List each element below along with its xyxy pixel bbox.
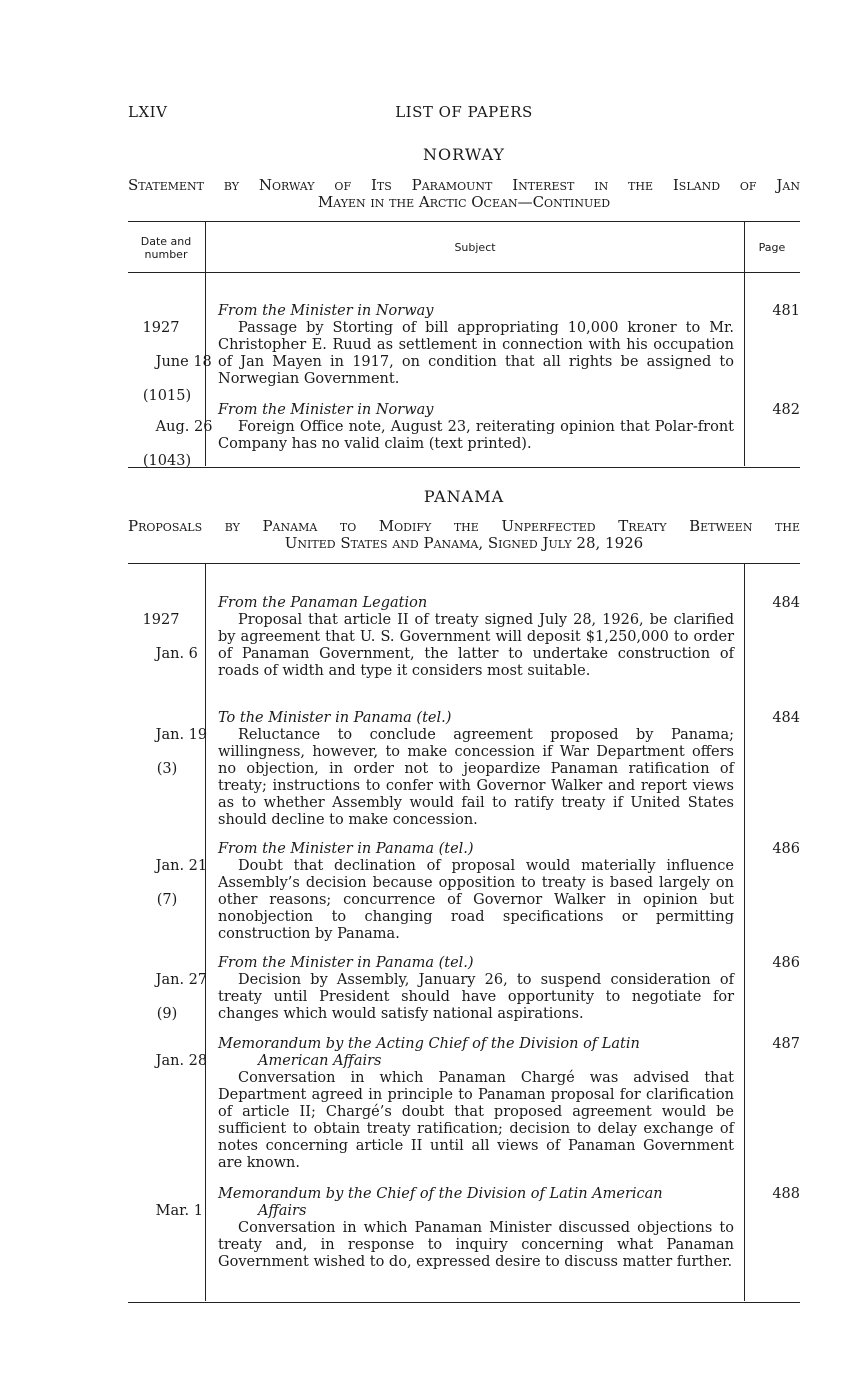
column-header-date: Date and number bbox=[140, 235, 192, 261]
entry-date bbox=[128, 578, 198, 680]
running-head bbox=[128, 103, 800, 123]
entry-from bbox=[218, 1186, 734, 1220]
column-divider bbox=[744, 222, 745, 466]
section-title-line: United States and Panama, Signed July 28, 1926 bbox=[284, 534, 644, 552]
entry-year: 1927 bbox=[142, 320, 180, 336]
entry-subject bbox=[218, 1036, 734, 1172]
entry-body: Decision by Assembly, January 26, to suspend consideration of treaty until President should have opportunity to negotiate for changes which would satisfy national aspirations. bbox=[218, 972, 734, 1022]
entry-subject bbox=[218, 841, 734, 943]
entry-page: 486 bbox=[772, 955, 800, 971]
entry-page: 484 bbox=[772, 595, 800, 611]
entry-date-text: Mar. 1 bbox=[155, 1203, 203, 1219]
entry-page: 482 bbox=[772, 402, 800, 418]
entry-body: Passage by Storting of bill appropriating 10,000 kroner to Mr. Christopher E. Ruud as settlement in connection with his occupation of Jan Mayen in 1917, on condition that all rights be assigned to Norwegian Government. bbox=[218, 320, 734, 387]
section-title-panama bbox=[128, 518, 800, 552]
entry-from: From the Minister in Norway bbox=[218, 402, 434, 418]
entry-from: From the Minister in Panama (tel.) bbox=[218, 955, 474, 971]
table-bottom-rule bbox=[128, 467, 800, 468]
entry-body: Conversation in which Panaman Chargé was advised that Department agreed in principle to Panaman proposal for clarification of article II; Chargé’s doubt that proposed agreement would be sufficient to obtain treaty ratification; decision to delay exchange of notes concerning article II until all views of Panaman Government are known. bbox=[218, 1070, 734, 1171]
section-title-line: Statement by Norway of Its Paramount Interest in the Island of Jan bbox=[128, 176, 800, 194]
entry-body: Conversation in which Panaman Minister discussed objections to treaty and, in response to inquiry concerning what Panaman Government wished to do, expressed desire to discuss matter further. bbox=[218, 1220, 734, 1270]
entry-date-text: Jan. 27 bbox=[155, 972, 208, 988]
entry-page: 488 bbox=[772, 1186, 800, 1202]
entry-date bbox=[128, 1036, 208, 1087]
entry-body: Reluctance to conclude agreement proposed by Panama; willingness, however, to make concession if War Department offers no objection, in order not to jeopardize Panaman ratification of treaty; instructions to confer with Governor Walker and report views as to whether Assembly would fail to ratify treaty if United States should decline to make concession. bbox=[218, 727, 734, 828]
entry-date-text: Jan. 21 bbox=[155, 858, 208, 874]
entry-date-text: Jan. 28 bbox=[155, 1053, 208, 1069]
entry-date-text: Jan. 19 bbox=[155, 727, 208, 743]
entry-date bbox=[128, 1186, 203, 1237]
entry-from: From the Minister in Panama (tel.) bbox=[218, 841, 474, 857]
entry-date bbox=[128, 710, 208, 812]
entry-number: (3) bbox=[156, 761, 178, 777]
running-title: LIST OF PAPERS bbox=[395, 103, 533, 121]
entry-from: From the Panaman Legation bbox=[218, 595, 428, 611]
entry-body: Foreign Office note, August 23, reiterating opinion that Polar-front Company has no valid claim (text printed). bbox=[218, 419, 734, 452]
entry-number: (9) bbox=[156, 1006, 178, 1022]
entry-from-continuation: American Affairs bbox=[258, 1053, 382, 1069]
entry-from bbox=[218, 1036, 734, 1070]
table-top-rule bbox=[128, 563, 800, 564]
entry-page: 481 bbox=[772, 303, 800, 319]
entry-subject bbox=[218, 955, 734, 1023]
header-rule bbox=[128, 272, 800, 273]
entry-subject bbox=[218, 710, 734, 829]
column-divider bbox=[744, 564, 745, 1301]
entry-date bbox=[128, 841, 208, 943]
column-header-subject: Subject bbox=[454, 241, 496, 254]
column-header-page: Page bbox=[758, 241, 786, 254]
entry-from-line: Memorandum by the Chief of the Division of Latin American bbox=[218, 1186, 663, 1202]
entry-from: To the Minister in Panama (tel.) bbox=[218, 710, 452, 726]
entry-from-line: Memorandum by the Acting Chief of the Division of Latin bbox=[218, 1036, 640, 1052]
entry-subject bbox=[218, 595, 734, 680]
page-folio: LXIV bbox=[128, 103, 168, 121]
entry-subject bbox=[218, 1186, 734, 1271]
section-title-line: Mayen in the Arctic Ocean—Continued bbox=[317, 193, 611, 211]
entry-date-text: June 18 bbox=[155, 354, 212, 370]
entry-date-text: Jan. 6 bbox=[155, 646, 198, 662]
section-title-norway bbox=[128, 177, 800, 211]
table-top-rule bbox=[128, 221, 800, 222]
entry-year: 1927 bbox=[142, 612, 180, 628]
entry-date-text: Aug. 26 bbox=[155, 419, 213, 435]
country-heading-panama: PANAMA bbox=[423, 487, 505, 506]
entry-subject bbox=[218, 402, 734, 453]
entry-page: 486 bbox=[772, 841, 800, 857]
entry-subject bbox=[218, 303, 734, 388]
section-title-line: Proposals by Panama to Modify the Unperfected Treaty Between the bbox=[128, 517, 800, 535]
entry-number: (1043) bbox=[142, 453, 192, 469]
country-heading-norway: NORWAY bbox=[423, 145, 505, 164]
entry-body: Proposal that article II of treaty signed July 28, 1926, be clarified by agreement that U. S. Government will deposit $1,250,000 to order of Panaman Government, the latter to undertake construction of roads of width and type it considers most suitable. bbox=[218, 612, 734, 679]
entry-page: 484 bbox=[772, 710, 800, 726]
entry-number: (1015) bbox=[142, 388, 192, 404]
entry-number: (7) bbox=[156, 892, 178, 908]
entry-from: From the Minister in Norway bbox=[218, 303, 434, 319]
table-bottom-rule bbox=[128, 1302, 800, 1303]
column-divider bbox=[205, 564, 206, 1301]
entry-page: 487 bbox=[772, 1036, 800, 1052]
entry-from-continuation: Affairs bbox=[258, 1203, 307, 1219]
entry-body: Doubt that declination of proposal would materially influence Assembly’s decision because opposition to treaty is based largely on other reasons; concurrence of Governor Walker in opinion but nonobjection to changing road specifications or permitting construction by Panama. bbox=[218, 858, 734, 942]
